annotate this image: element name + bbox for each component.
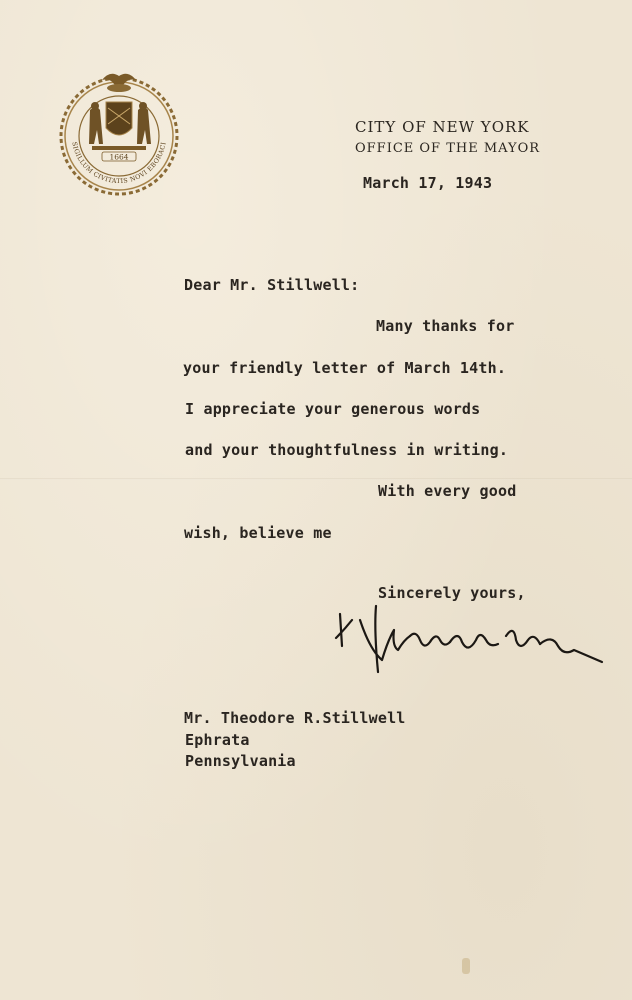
paper-fold-line xyxy=(0,478,632,480)
letter-closing: Sincerely yours, xyxy=(378,584,526,602)
letter-body-line: Many thanks for xyxy=(376,317,515,335)
letterhead xyxy=(355,116,615,159)
paper-stain xyxy=(462,958,470,974)
letter-body-line: I appreciate your generous words xyxy=(185,400,481,418)
city-seal-logo xyxy=(52,58,186,198)
letter-body-line: your friendly letter of March 14th. xyxy=(183,359,507,377)
recipient-name: Mr. Theodore R.Stillwell xyxy=(184,709,406,727)
svg-text:SIGILLUM CIVITATIS NOVI EBORAC: SIGILLUM CIVITATIS NOVI EBORACI xyxy=(70,141,168,186)
letter-date: March 17, 1943 xyxy=(363,174,493,192)
letter-body-line: wish, believe me xyxy=(184,524,332,542)
recipient-city: Ephrata xyxy=(185,731,250,749)
letter-body-line: and your thoughtfulness in writing. xyxy=(185,441,509,459)
letter-body-line: With every good xyxy=(378,482,517,500)
letter-salutation: Dear Mr. Stillwell: xyxy=(184,276,360,294)
svg-text:1664: 1664 xyxy=(109,152,129,162)
letterhead-office: OFFICE OF THE MAYOR xyxy=(355,141,541,156)
recipient-state: Pennsylvania xyxy=(185,752,296,770)
handwritten-signature xyxy=(330,600,612,678)
letterhead-city: CITY OF NEW YORK xyxy=(355,118,530,136)
